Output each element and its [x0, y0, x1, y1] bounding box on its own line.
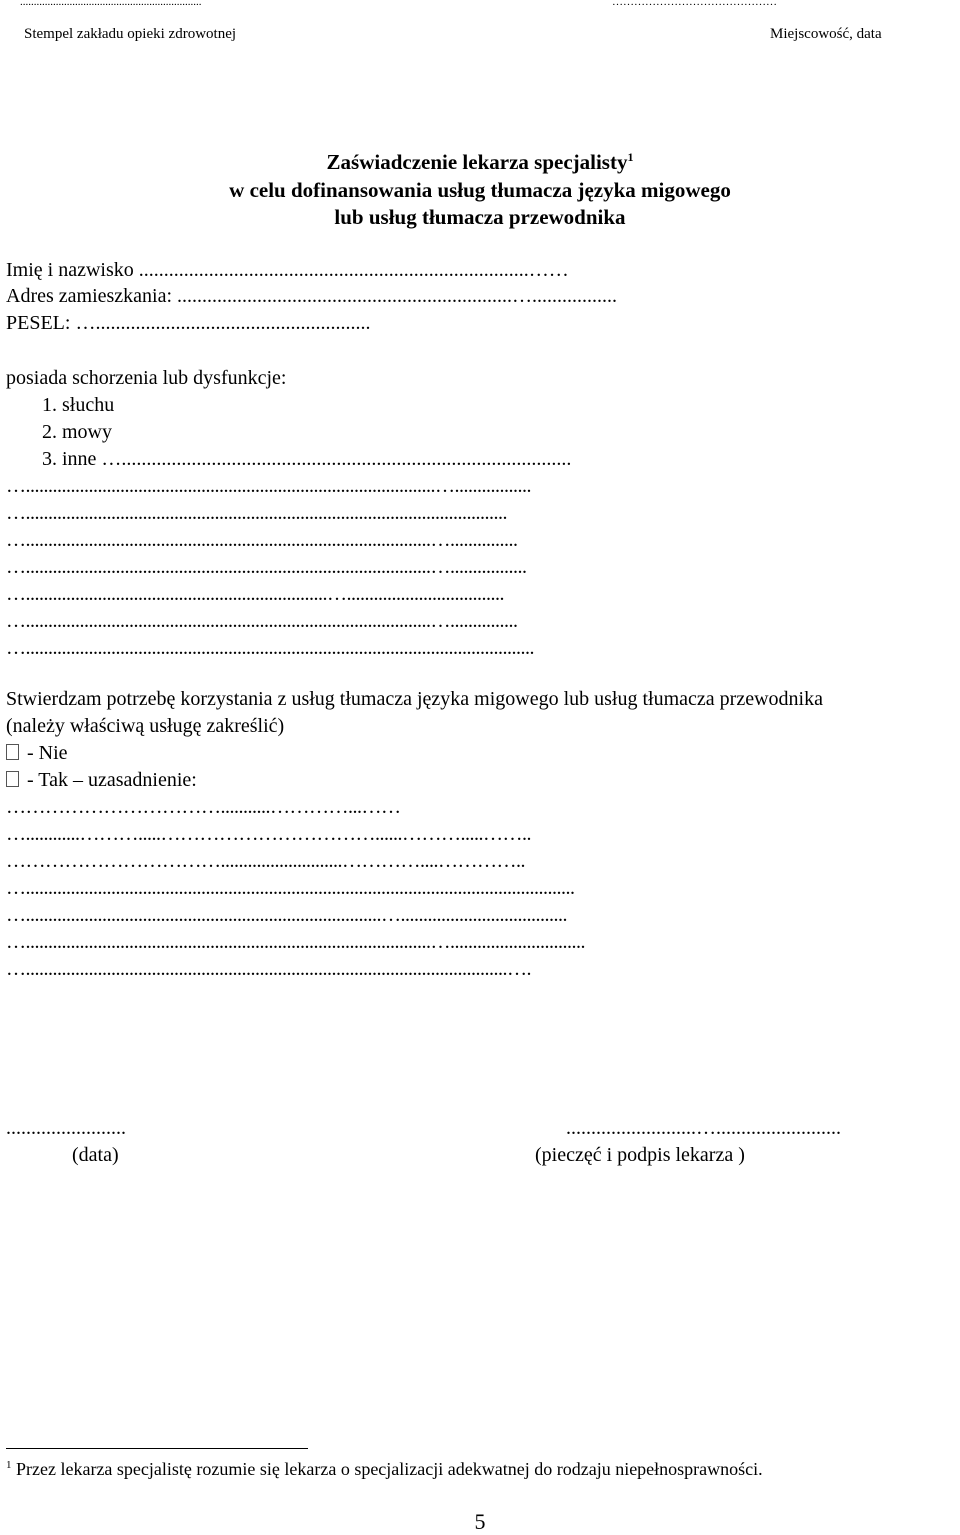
- footnote-text: Przez lekarza specjalistę rozumie się lekarza o specjalizacji adekwatnej do rodzaju niepełnosprawności.: [11, 1459, 763, 1479]
- conditions-intro: posiada schorzenia lub dysfunkcje:: [6, 367, 287, 389]
- option-no-label: - Nie: [27, 742, 68, 764]
- stamp-dots: ..................................................................: [20, 0, 202, 8]
- justification-line: …...............................................................................….....................................: [6, 904, 567, 926]
- justification-line: …..........................................................................................................................: [6, 877, 575, 899]
- condition-other: 3. inne …..........................................................................................: [42, 448, 572, 470]
- title-line2: w celu dofinansowania usług tłumacza języka migowego: [229, 178, 731, 202]
- justification-line: ……………………………...........................…………....…………..: [6, 850, 525, 872]
- name-field: Imię i nazwisko ..............................................................................……: [6, 259, 569, 281]
- conditions-line: …..........................................................................................….................: [6, 556, 527, 578]
- conditions-line: …...........................................................................................................: [6, 502, 507, 524]
- conditions-line: ….................................................................................................................: [6, 637, 534, 659]
- justification-line: ……………………………...........…………...……: [6, 796, 401, 818]
- conditions-line: …..........................................................................................…...............: [6, 610, 518, 632]
- statement-instruction: (należy właściwą usługę zakreślić): [6, 715, 285, 737]
- option-no[interactable]: [6, 742, 68, 765]
- conditions-line: …..........................................................................................…...............: [6, 529, 518, 551]
- footnote: [6, 1459, 763, 1480]
- option-yes[interactable]: [6, 769, 197, 792]
- footnote-ref: 1: [627, 150, 634, 164]
- address-field: Adres zamieszkania: ...................................................................….................: [6, 285, 618, 307]
- conditions-line: …...................................................................…...................................: [6, 583, 504, 605]
- title-line3: lub usług tłumacza przewodnika: [334, 205, 626, 229]
- condition-speech: 2. mowy: [42, 421, 112, 443]
- place-date-label: Miejscowość, data: [770, 26, 882, 42]
- justification-line: …...........................................................................................................….: [6, 958, 531, 980]
- option-no-checkbox[interactable]: [6, 744, 19, 760]
- condition-hearing: 1. słuchu: [42, 394, 115, 416]
- statement-text: Stwierdzam potrzebę korzystania z usług tłumacza języka migowego lub usług tłumacza przewodnika: [6, 688, 823, 710]
- signature-label: (pieczęć i podpis lekarza ): [535, 1144, 745, 1166]
- option-yes-label: - Tak – uzasadnienie:: [27, 769, 197, 791]
- stamp-label: Stempel zakładu opieki zdrowotnej: [24, 26, 237, 42]
- signature-dots: ..........................….........................: [566, 1117, 841, 1139]
- justification-line: …..........................................................................................…..............................: [6, 931, 585, 953]
- pesel-field: PESEL: ….......................................................: [6, 312, 371, 334]
- footnote-divider: [6, 1448, 308, 1449]
- date-label: (data): [72, 1144, 119, 1166]
- option-yes-checkbox[interactable]: [6, 771, 19, 787]
- conditions-line: …...........................................................................................….................: [6, 475, 531, 497]
- footnote-marker: 1: [6, 1459, 12, 1471]
- page-number: 5: [474, 1509, 486, 1534]
- title-line1: Zaświadczenie lekarza specjalisty: [326, 150, 628, 174]
- document-title: [0, 150, 960, 175]
- justification-line: …............……….....……………………………......……….....……..: [6, 823, 531, 845]
- date-dots: ........................: [6, 1117, 126, 1139]
- place-date-dots: ………………………………………: [612, 0, 777, 8]
